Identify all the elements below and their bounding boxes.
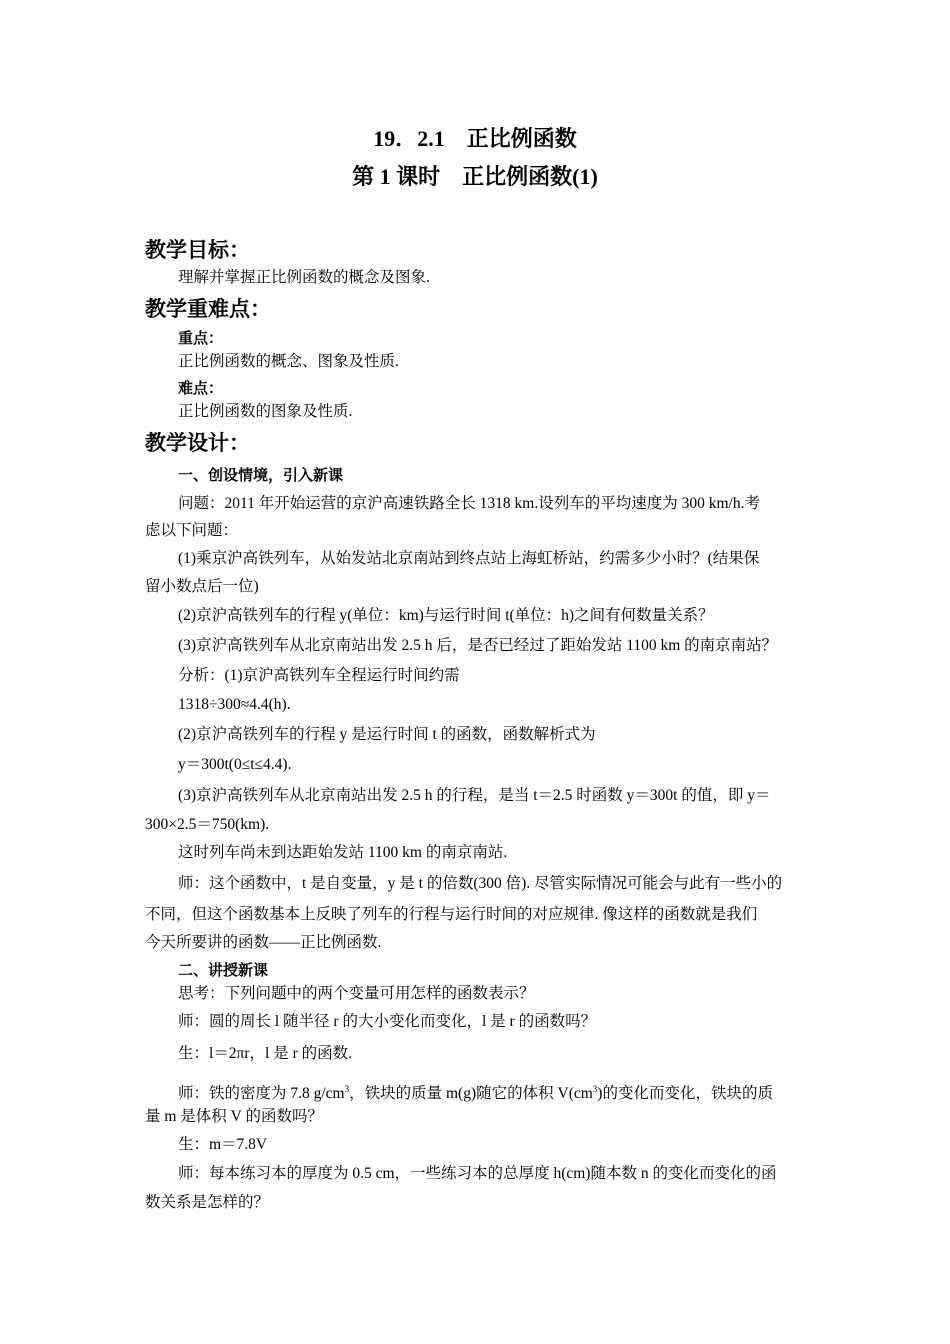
student-a1: 生：l＝2πr，l 是 r 的函数. (178, 1045, 353, 1062)
think-prompt: 思考：下列问题中的两个变量可用怎样的函数表示？ (178, 985, 535, 1002)
student-a2: 生：m＝7.8V (178, 1136, 268, 1153)
superscript-3: 3 (592, 1084, 598, 1094)
analysis2-formula: y＝300t(0≤t≤4.4). (178, 756, 292, 773)
difficult-text: 正比例函数的图象及性质. (178, 403, 353, 420)
superscript-3: 3 (344, 1084, 350, 1094)
analysis3-line3: 这时列车尚未到达距始发站 1100 km 的南京南站. (178, 844, 508, 861)
keypoints-heading: 教学重难点： (145, 297, 271, 321)
analysis2: (2)京沪高铁列车的行程 y 是运行时间 t 的函数，函数解析式为 (178, 726, 596, 743)
analysis1-formula: 1318÷300≈4.4(h). (178, 696, 291, 713)
teacher-line3: 今天所要讲的函数——正比例函数. (145, 934, 382, 951)
question3: (3)京沪高铁列车从北京南站出发 2.5 h 后，是否已经过了距始发站 1100 km 的南京南站？ (178, 637, 778, 654)
goals-text: 理解并掌握正比例函数的概念及图象. (178, 269, 430, 286)
question2: (2)京沪高铁列车的行程 y(单位：km)与运行时间 t(单位：h)之间有何数量关系？ (178, 607, 714, 624)
lesson-subtitle: 第 1 课时 正比例函数(1) (352, 164, 598, 189)
analysis3-line1: (3)京沪高铁列车从北京南站出发 2.5 h 的行程，是当 t＝2.5 时函数 y＝300t 的值，即 y＝ (178, 787, 771, 804)
key-text: 正比例函数的概念、图象及性质. (178, 353, 399, 370)
analysis3-line2: 300×2.5＝750(km). (145, 816, 270, 833)
goals-heading: 教学目标： (145, 238, 250, 262)
problem-line1: 问题：2011 年开始运营的京沪高速铁路全长 1318 km.设列车的平均速度为 300 km/h.考 (178, 495, 760, 512)
teacher-q3-line1: 师：每本练习本的厚度为 0.5 cm，一些练习本的总厚度 h(cm)随本数 n 的变化而变化的函 (178, 1165, 777, 1182)
question1-line1: (1)乘京沪高铁列车，从始发站北京南站到终点站上海虹桥站，约需多少小时？(结果保 (178, 550, 760, 567)
teacher-q2-line2: 量 m 是体积 V 的函数吗？ (145, 1108, 323, 1125)
teacher-q2-part-c: )的变化而变化，铁块的质 (597, 1085, 773, 1103)
problem-line2: 虑以下问题： (145, 522, 239, 539)
part1-heading: 一、创设情境，引入新课 (178, 466, 344, 484)
question1-line2: 留小数点后一位) (145, 578, 259, 595)
difficult-label: 难点： (178, 379, 224, 397)
teacher-q2-part-b: ，铁块的质量 m(g)随它的体积 V(cm (349, 1085, 593, 1103)
design-heading: 教学设计： (145, 431, 250, 455)
teacher-q1: 师：圆的周长 l 随半径 r 的大小变化而变化，l 是 r 的函数吗？ (178, 1013, 597, 1030)
part2-heading: 二、讲授新课 (178, 961, 269, 979)
lesson-title: 19．2.1 正比例函数 (373, 126, 577, 151)
teacher-q2-part-a: 师：铁的密度为 7.8 g/cm (178, 1085, 345, 1103)
teacher-line1: 师：这个函数中，t 是自变量，y 是 t 的倍数(300 倍). 尽管实际情况可能会与此有一些小的 (178, 875, 783, 892)
teacher-q3-line2: 数关系是怎样的？ (145, 1194, 270, 1211)
analysis1: 分析：(1)京沪高铁列车全程运行时间约需 (178, 667, 460, 684)
teacher-line2: 不同，但这个函数基本上反映了列车的行程与运行时间的对应规律. 像这样的函数就是我们 (145, 906, 758, 923)
key-label: 重点： (178, 329, 224, 347)
